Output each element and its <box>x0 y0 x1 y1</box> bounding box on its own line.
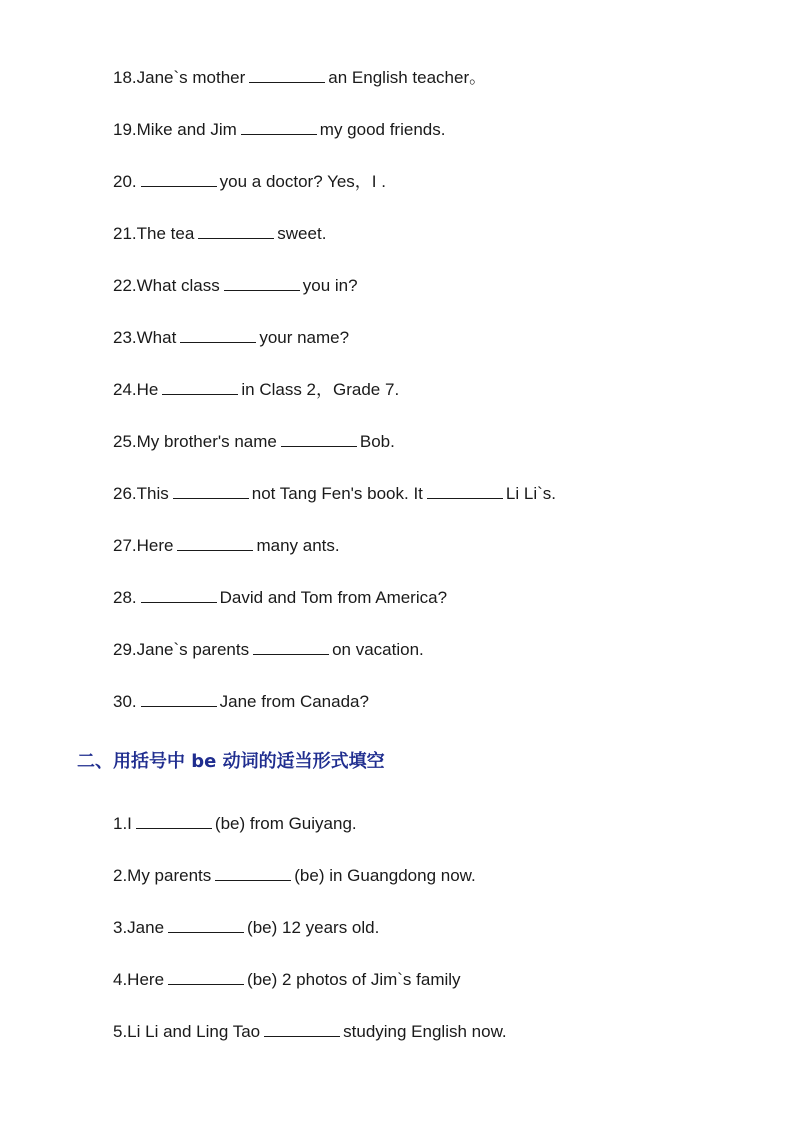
answer-blank[interactable] <box>281 430 357 447</box>
question-25: 25.My brother's name Bob. <box>113 432 395 451</box>
answer-blank[interactable] <box>180 326 256 343</box>
question-29: 29.Jane`s parents on vacation. <box>113 640 424 659</box>
question-23: 23.What your name? <box>113 328 350 347</box>
answer-blank[interactable] <box>241 118 317 135</box>
answer-blank[interactable] <box>141 690 217 707</box>
answer-blank[interactable] <box>173 482 249 499</box>
question-5: 5.Li Li and Ling Tao studying English now. <box>113 1022 507 1041</box>
question-3: 3.Jane (be) 12 years old. <box>113 918 380 937</box>
question-30: 30. Jane from Canada? <box>113 692 369 711</box>
answer-blank[interactable] <box>264 1020 340 1037</box>
question-list-part1 <box>113 66 753 742</box>
question-4: 4.Here (be) 2 photos of Jim`s family <box>113 970 461 989</box>
question-24: 24.He in Class 2，Grade 7. <box>113 380 400 399</box>
answer-blank[interactable] <box>224 274 300 291</box>
section-heading: 二、用括号中 be 动词的适当形式填空 <box>77 751 385 772</box>
answer-blank[interactable] <box>141 170 217 187</box>
answer-blank[interactable] <box>249 66 325 83</box>
question-21: 21.The tea sweet. <box>113 224 327 243</box>
question-22: 22.What class you in? <box>113 276 358 295</box>
question-19: 19.Mike and Jim my good friends. <box>113 120 446 139</box>
answer-blank[interactable] <box>141 586 217 603</box>
question-20: 20. you a doctor? Yes，I . <box>113 172 386 191</box>
answer-blank[interactable] <box>198 222 274 239</box>
answer-blank-second[interactable] <box>427 482 503 499</box>
question-27: 27.Here many ants. <box>113 536 340 555</box>
answer-blank[interactable] <box>215 864 291 881</box>
question-list-part2 <box>113 812 753 1072</box>
question-2: 2.My parents (be) in Guangdong now. <box>113 866 476 885</box>
answer-blank[interactable] <box>162 378 238 395</box>
question-26: 26.This not Tang Fen's book. It Li Li`s. <box>113 484 556 503</box>
answer-blank[interactable] <box>253 638 329 655</box>
answer-blank[interactable] <box>168 968 244 985</box>
answer-blank[interactable] <box>177 534 253 551</box>
answer-blank[interactable] <box>136 812 212 829</box>
question-1: 1.I (be) from Guiyang. <box>113 814 357 833</box>
question-18: 18.Jane`s mother an English teacher。 <box>113 68 487 87</box>
answer-blank[interactable] <box>168 916 244 933</box>
question-28: 28. David and Tom from America? <box>113 588 448 607</box>
